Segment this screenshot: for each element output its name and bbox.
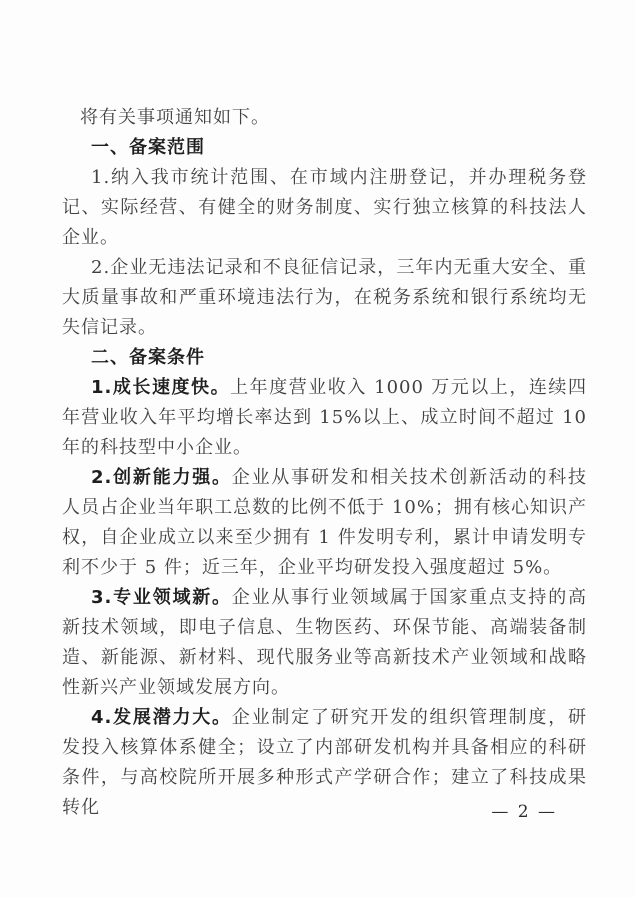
- paragraph-text: 一、备案范围: [91, 137, 205, 158]
- paragraph: [62, 583, 587, 703]
- paragraph: [62, 163, 587, 253]
- paragraph-text: 2.企业无违法记录和不良征信记录，三年内无重大安全、重大质量事故和严重环境违法行为，在税务系统和银行系统均无失信记录。: [62, 257, 587, 338]
- paragraph-text: 企业从事行业领域属于国家重点支持的高新技术领域，即电子信息、生物医药、环保节能、高端装备制造、新能源、新材料、现代服务业等高新技术产业领域和战略性新兴产业领域发展方向。: [62, 587, 587, 698]
- paragraph-text: 企业从事研发和相关技术创新活动的科技人员占企业当年职工总数的比例不低于 10%；拥有核心知识产权，自企业成立以来至少拥有 1 件发明专利，累计申请发明专利不少于 5 件；近三年，企业平均研发投入强度超过 5%。: [62, 467, 587, 578]
- paragraph: [62, 463, 587, 583]
- document-body: [62, 103, 587, 823]
- page-number-text: — 2 —: [491, 802, 557, 822]
- paragraph-text: 1.纳入我市统计范围、在市域内注册登记，并办理税务登记、实际经营、有健全的财务制度、实行独立核算的科技法人企业。: [62, 167, 587, 248]
- paragraph-text: 二、备案条件: [91, 347, 205, 368]
- paragraph-lead: 2.创新能力强。: [91, 467, 232, 488]
- paragraph-lead: 1.成长速度快。: [91, 377, 231, 398]
- page-number: [491, 801, 557, 823]
- paragraph: [62, 373, 587, 463]
- section-heading: [62, 133, 587, 163]
- paragraph-text: 将有关事项通知如下。: [80, 107, 270, 128]
- paragraph-lead: 3.专业领域新。: [91, 587, 232, 608]
- paragraph: [62, 103, 587, 133]
- paragraph: [62, 253, 587, 343]
- paragraph-lead: 4.发展潜力大。: [91, 707, 232, 728]
- paragraph-text: 上年度营业收入 1000 万元以上，连续四年营业收入年平均增长率达到 15%以上、成立时间不超过 10 年的科技型中小企业。: [62, 377, 587, 458]
- section-heading: [62, 343, 587, 373]
- paragraph-text: 企业制定了研究开发的组织管理制度，研发投入核算体系健全；设立了内部研发机构并具备相应的科研条件，与高校院所开展多种形式产学研合作；建立了科技成果转化: [62, 707, 587, 818]
